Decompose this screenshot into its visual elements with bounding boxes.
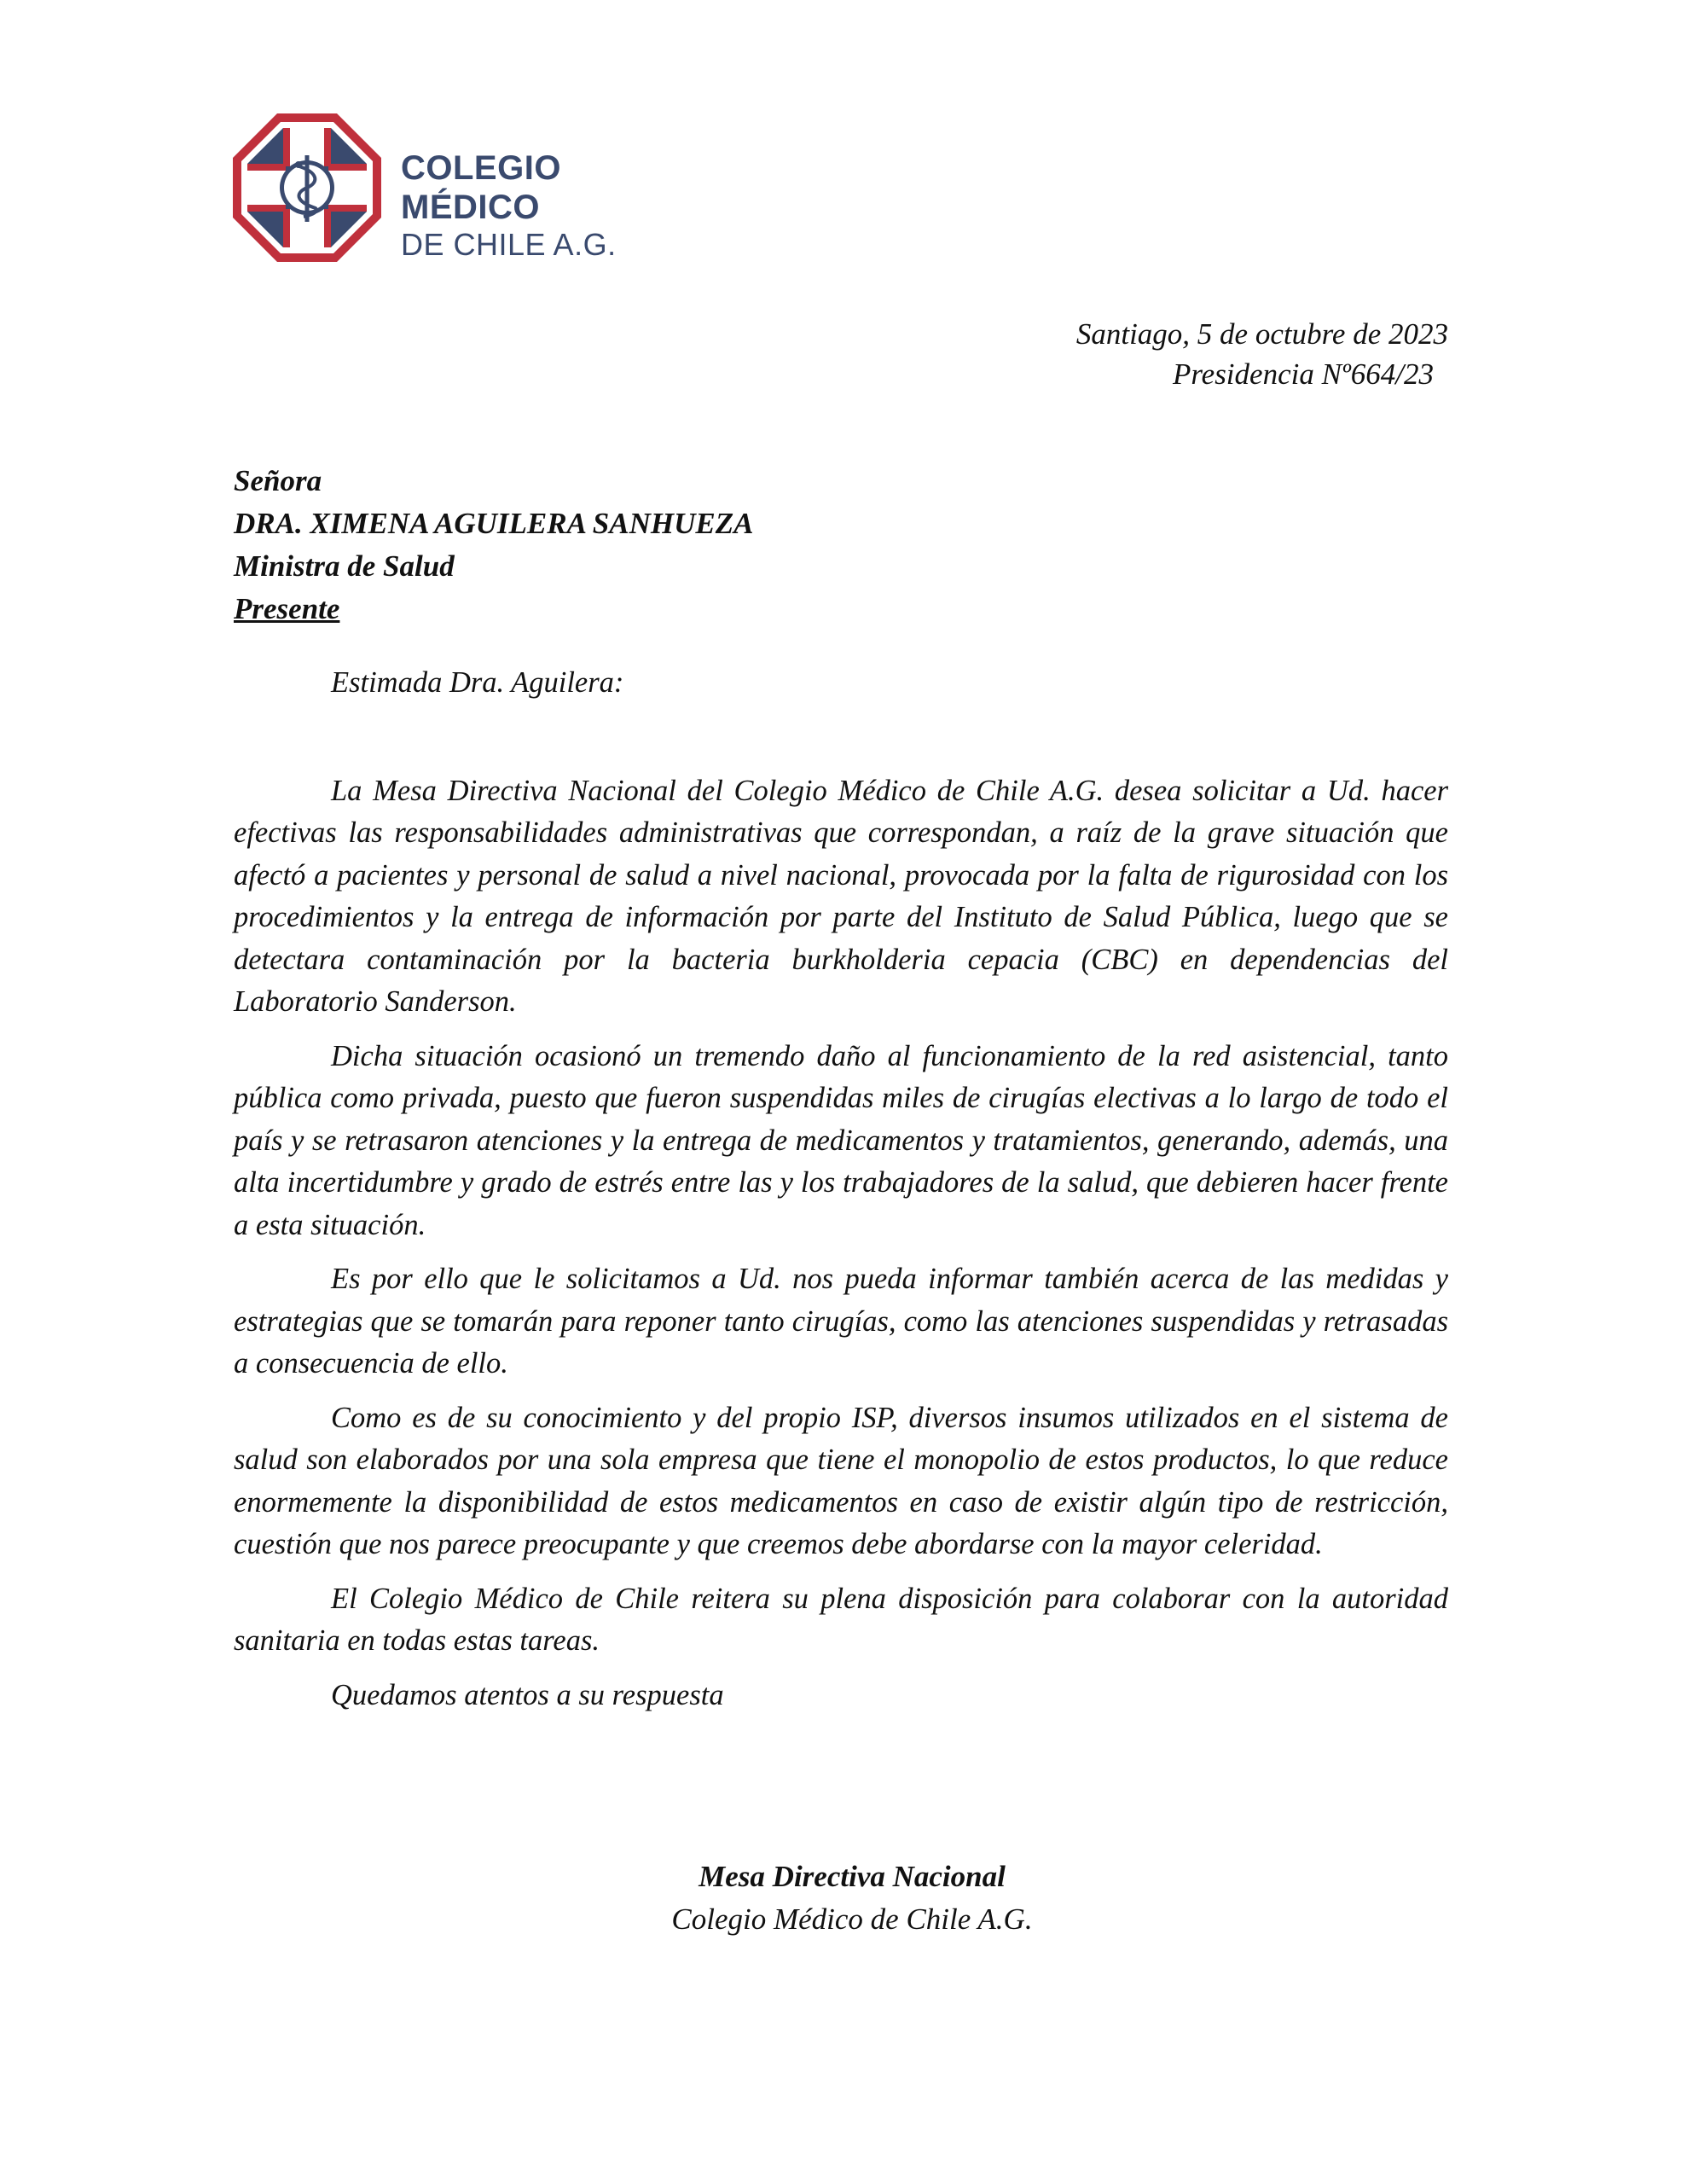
body-paragraph-5: El Colegio Médico de Chile reitera su plena disposición para colaborar con la autoridad sanitaria en todas estas tareas. bbox=[234, 1582, 1448, 1657]
letter-date: Santiago, 5 de octubre de 2023 bbox=[1075, 317, 1448, 351]
closing-line: Quedamos atentos a su respuesta bbox=[331, 1678, 724, 1711]
addressee-name: DRA. XIMENA AGUILERA SANHUEZA bbox=[234, 507, 754, 540]
organization-name-line2: DE CHILE A.G. bbox=[401, 227, 617, 262]
body-paragraph-1: La Mesa Directiva Nacional del Colegio Médico de Chile A.G. desea solicitar a Ud. hacer efectivas las responsabilidades administrativas que correspondan, a raíz de la grave situación que afectó a pacientes y personal de salud a nivel nacional, provocada por la falta de rigurosidad con los procedimientos y la entrega de información por parte del Instituto de Salud Pública, luego que se detectara contaminación por la bacteria burkholderia cepacia (CBC) en dependencias del Laboratorio Sanderson. bbox=[234, 774, 1448, 1018]
signatory-organization: Colegio Médico de Chile A.G. bbox=[671, 1902, 1033, 1936]
date-block bbox=[1076, 314, 1448, 394]
organization-name-line1: COLEGIO MÉDICO bbox=[401, 149, 561, 226]
addressee-presente: Presente bbox=[234, 592, 340, 625]
caduceus-emblem-icon bbox=[230, 111, 384, 264]
body-paragraph-2: Dicha situación ocasionó un tremendo daño al funcionamiento de la red asistencial, tanto pública como privada, puesto que fueron suspendidas miles de cirugías electivas a lo largo de todo el país y se retrasaron atenciones y la entrega de medicamentos y tratamientos, generando, además, una alta incertidumbre y grado de estrés entre las y los trabajadores de la salud, que debieren hacer frente a esta situación. bbox=[234, 1039, 1448, 1241]
addressee-title: Ministra de Salud bbox=[234, 549, 455, 583]
greeting: Estimada Dra. Aguilera: bbox=[331, 666, 624, 699]
addressee-salutation: Señora bbox=[234, 464, 322, 497]
letter-body bbox=[234, 662, 1448, 1728]
organization-logo bbox=[230, 111, 674, 264]
body-paragraph-4: Como es de su conocimiento y del propio ISP, diversos insumos utilizados en el sistema de salud son elaborados por una sola empresa que tiene el monopolio de estos productos, lo que reduce enormemente la disponibilidad de estos medicamentos en caso de existir algún tipo de restricción, cuestión que nos parece preocupante y que creemos debe abordarse con la mayor celeridad. bbox=[234, 1401, 1448, 1560]
signature-block bbox=[0, 1856, 1687, 1941]
body-paragraph-3: Es por ello que le solicitamos a Ud. nos pueda informar también acerca de las medidas y estrategias que se tomarán para reponer tanto cirugías, como las atenciones suspendidas y retrasadas a consecuencia de ello. bbox=[234, 1263, 1448, 1380]
reference-number: Presidencia Nº664/23 bbox=[1172, 357, 1434, 391]
addressee-block bbox=[234, 460, 753, 630]
organization-name bbox=[401, 148, 674, 263]
signatory-name: Mesa Directiva Nacional bbox=[699, 1860, 1006, 1893]
